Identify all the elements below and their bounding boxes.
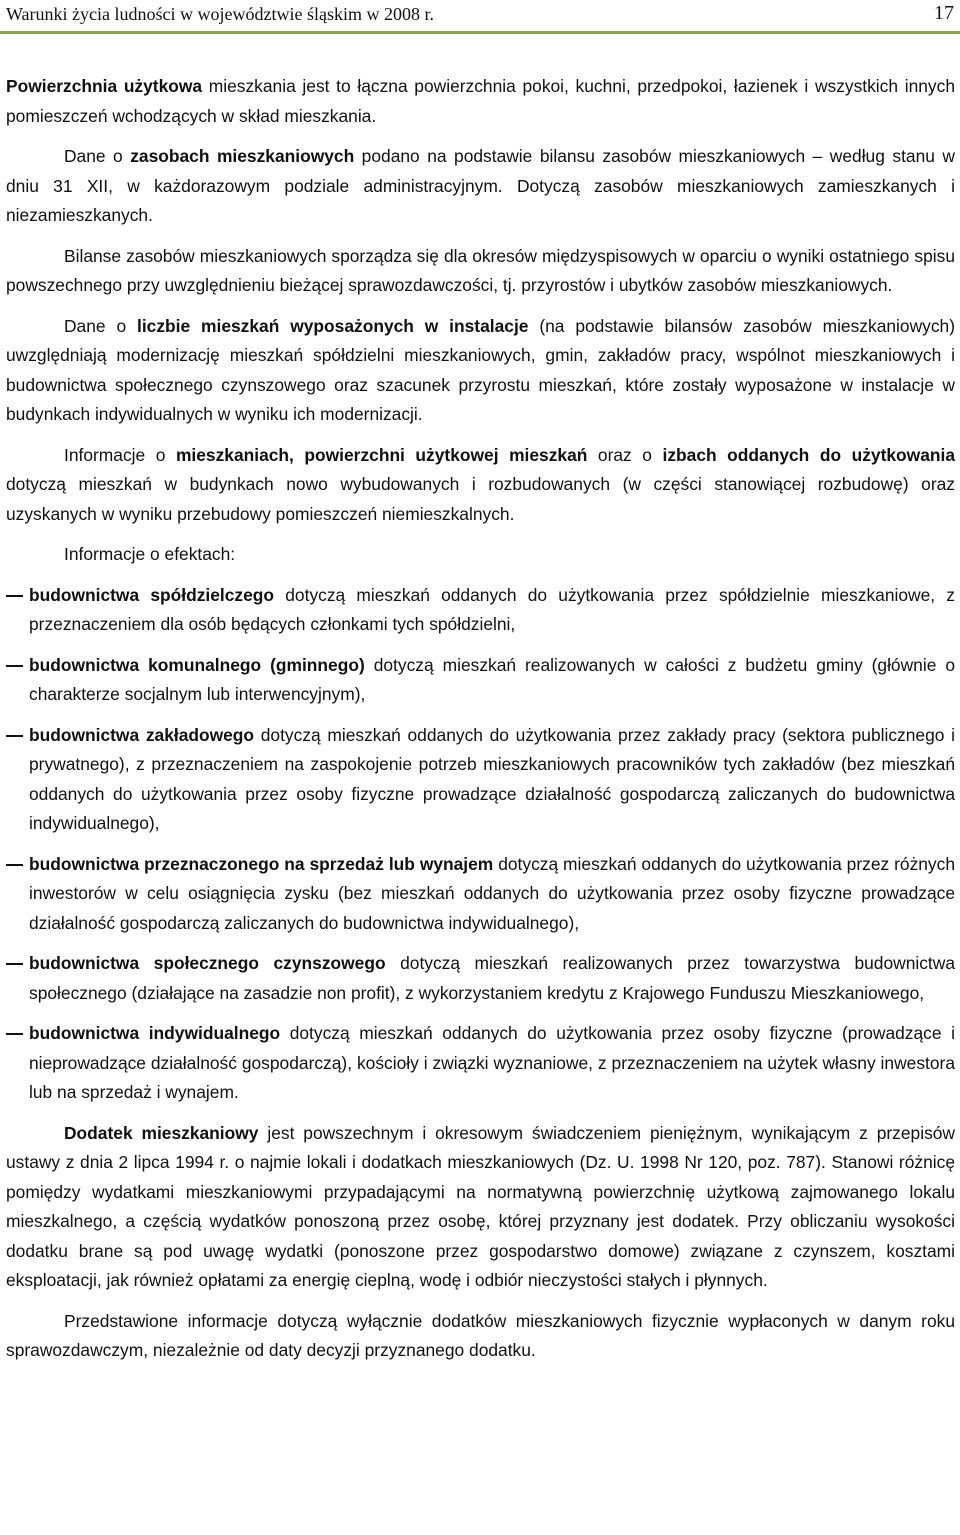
paragraph-presented-info [6, 1307, 955, 1366]
paragraph-housing-stock [6, 142, 955, 231]
list-item [6, 949, 955, 1008]
list-item-text: dotyczą mieszkań oddanych do użytkowania przez osoby fizyczne (prowadzące i nieprowadzące działalność gospodarczą), kościoły i związki wyznaniowe, z przeznaczeniem na użytek własny inwestora lub na sprzedaż i wynajem. [29, 1023, 955, 1102]
paragraph-housing-allowance [6, 1119, 955, 1296]
list-item [6, 850, 955, 939]
page-header [0, 0, 960, 36]
effects-list [6, 581, 955, 1108]
list-item-term: budownictwa społecznego czynszowego [29, 953, 386, 973]
paragraph-text: oraz o [587, 444, 663, 465]
list-item [6, 721, 955, 839]
term-installations: liczbie mieszkań wyposażonych w instalacje [137, 315, 529, 336]
dash-bullet-icon [6, 1033, 23, 1035]
list-item-term: budownictwa indywidualnego [29, 1023, 281, 1043]
page-number: 17 [934, 2, 954, 24]
header-rule [0, 31, 960, 34]
paragraph-text: mieszkania jest to łączna powierzchnia pokoi, kuchni, przedpokoi, łazienek i wszystkich innych pomieszczeń wchodzących w skład mieszkania. [6, 76, 955, 126]
list-item [6, 651, 955, 710]
dash-bullet-icon [6, 864, 23, 866]
dash-bullet-icon [6, 665, 23, 667]
list-item-text: dotyczą mieszkań realizowanych przez towarzystwa budownictwa społecznego (działające na zasadzie non profit), z wykorzystaniem kredytu z Krajowego Funduszu Mieszkaniowego, [29, 953, 955, 1003]
paragraph-text: Dane o [64, 315, 137, 336]
list-item-term: budownictwa zakładowego [29, 724, 255, 745]
paragraph-balances [6, 242, 955, 301]
list-item-text: dotyczą mieszkań oddanych do użytkowania przez zakłady pracy (sektora publicznego i prywatnego), z przeznaczeniem na zaspokojenie potrzeb mieszkaniowych pracowników tych zakładów (bez mieszkań oddanych do użytkowania przez osoby fizyczne prowadzące działalność gospodarczą zaliczanych do budownictwa indywidualnego), [29, 724, 955, 833]
paragraph-text: (na podstawie bilansów zasobów mieszkaniowych) uwzględniają modernizację mieszkań spółdzielni mieszkaniowych, gmin, zakładów pracy, wspólnot mieszkaniowych i budownictwa społecznego czynszowego oraz szacunek przyrostu mieszkań, które zostały wyposażone w instalacje w budynkach indywidualnych w wyniku ich modernizacji. [6, 315, 955, 424]
paragraph-text: Bilanse zasobów mieszkaniowych sporządza się dla okresów międzyspisowych w oparciu o wyniki ostatniego spisu powszechnego przy uwzględnieniu bieżącej sprawozdawczości, tj. przyrostów i ubytków zasobów mieszkaniowych. [6, 245, 955, 295]
paragraph-text: Dane o [64, 146, 131, 166]
document-body [6, 72, 955, 1377]
term-rooms: izbach oddanych do użytkowania [662, 444, 956, 465]
header-title: Warunki życia ludności w województwie śląskim w 2008 r. [6, 4, 434, 24]
term-dwellings: mieszkaniach, powierzchni użytkowej mieszkań [175, 444, 588, 465]
term-housing-stock: zasobach mieszkaniowych [130, 146, 355, 166]
list-item-term: budownictwa przeznaczonego na sprzedaż lub wynajem [29, 853, 494, 874]
list-item-text: dotyczą mieszkań realizowanych w całości z budżetu gminy (głównie o charakterze socjalnym lub interwencyjnym), [29, 654, 955, 704]
list-item-term: budownictwa komunalnego (gminnego) [29, 654, 365, 675]
list-item-text: dotyczą mieszkań oddanych do użytkowania przez spółdzielnie mieszkaniowe, z przeznaczeniem dla osób będących członkami tych spółdzielni, [29, 584, 956, 634]
list-item-text: dotyczą mieszkań oddanych do użytkowania przez różnych inwestorów w celu osiągnięcia zysku (bez mieszkań oddanych do użytkowania przez osoby fizyczne prowadzące działalność gospodarczą zaliczanych do budownictwa indywidualnego), [29, 853, 955, 933]
dash-bullet-icon [6, 595, 23, 597]
list-item [6, 581, 955, 640]
paragraph-text: dotyczą mieszkań w budynkach nowo wybudowanych i rozbudowanych (w części stanowiącej rozbudowę) oraz uzyskanych w wyniku przebudowy pomieszczeń niemieszkalnych. [6, 474, 955, 524]
paragraph-usable-area [6, 72, 955, 131]
dash-bullet-icon [6, 735, 23, 737]
paragraph-text: jest powszechnym i okresowym świadczeniem pieniężnym, wynikającym z przepisów ustawy z dnia 2 lipca 1994 r. o najmie lokali i dodatkach mieszkaniowych (Dz. U. 1998 Nr 120, poz. 787). Stanowi różnicę pomiędzy wydatkami mieszkaniowymi przypadającymi na normatywną powierzchnię użytkową zajmowanego lokalu mieszkalnego, a częścią wydatków ponoszoną przez osobę, której przyznany jest dodatek. Przy obliczaniu wysokości dodatku brane są pod uwagę wydatki (ponoszone przez gospodarstwo domowe) związane z czynszem, kosztami eksploatacji, jak również opłatami za energię cieplną, wodę i odbiór nieczystości stałych i płynnych. [6, 1122, 955, 1290]
dash-bullet-icon [6, 963, 23, 965]
paragraph-text: Przedstawione informacje dotyczą wyłącznie dodatków mieszkaniowych fizycznie wypłaconych w danym roku sprawozdawczym, niezależnie od daty decyzji przyznanego dodatku. [6, 1310, 955, 1360]
paragraph-installations [6, 312, 955, 430]
term-housing-allowance: Dodatek mieszkaniowy [64, 1122, 259, 1143]
list-item [6, 1019, 955, 1108]
paragraph-effects-intro [6, 540, 955, 570]
paragraph-text: podano na podstawie bilansu zasobów mieszkaniowych – według stanu w dniu 31 XII, w każdorazowym podziale administracyjnym. Dotyczą zasobów mieszkaniowych zamieszkanych i niezamieszkanych. [6, 146, 955, 225]
paragraph-dwellings [6, 441, 955, 530]
list-item-term: budownictwa spółdzielczego [29, 584, 275, 605]
paragraph-text: Informacje o [64, 444, 176, 465]
paragraph-text: Informacje o efektach: [64, 544, 236, 564]
term-usable-area: Powierzchnia użytkowa [6, 76, 203, 96]
